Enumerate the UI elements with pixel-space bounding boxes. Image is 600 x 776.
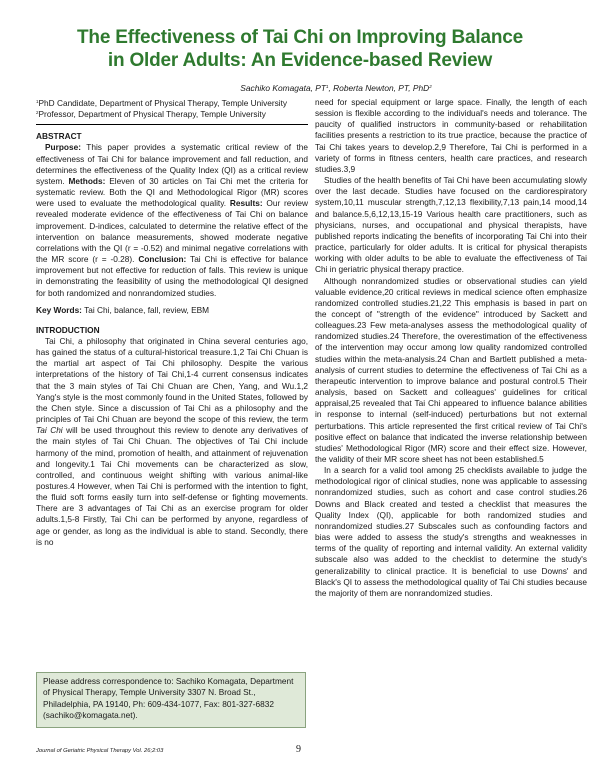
body-paragraph-2: Studies of the health benefits of Tai Chi have been accumulating slowly over the last decade. Studies have focused on the cardiorespiratory system,10,11 muscular strength,7,12,13 flexibility,7,13 pain,14 mood,14 and balance.5,6,12,13,15-19 Various health care practitioners, such as physicians, nurses, and occupational and physical therapists, have published reports indicating the benefits of incorporating Tai Chi into their practice, particularly for older adults. It is critical for physical therapists working with older adults to be able to evaluate the effectiveness of Tai Chi in geriatric physical therapy practice. bbox=[315, 175, 587, 275]
journal-citation: Journal of Geriatric Physical Therapy Vol. 26;2:03 bbox=[36, 748, 164, 754]
affiliation-divider bbox=[36, 124, 308, 125]
right-column bbox=[315, 97, 587, 599]
page-footer bbox=[36, 744, 564, 758]
page-number: 9 bbox=[296, 744, 301, 755]
author-line: Sachiko Komagata, $PT^1$, Roberta Newton, PT, PhD$^2$ bbox=[240, 83, 432, 93]
introduction-heading: INTRODUCTION bbox=[36, 324, 100, 335]
affiliation-2: $^2$Professor, Department of Physical Therapy, Temple University bbox=[36, 109, 266, 120]
author-1: Sachiko Komagata, PT bbox=[240, 83, 326, 93]
key-words: Key Words: Tai Chi, balance, fall, review, EBM bbox=[36, 304, 210, 315]
affiliation-1: $^1$PhD Candidate, Department of Physical Therapy, Temple University bbox=[36, 98, 288, 108]
body-paragraph-3: Although nonrandomized studies or observational studies can yield valuable evidence,20 critical reviews in medical science often emphasize randomized controlled studies.21,22 This emphasis is based in part on the concept of "strength of the evidence" introduced by Sackett and colleagues.23 Few meta-analyses assess the methodological quality of randomized studies.24 Therefore, the overestimation of the effectiveness of the intervention may occur among low quality randomized controlled studies within the meta-analysis.24 Chan and Bartlett published a meta-analysis of current studies to determine the effectiveness of Tai Chi as a therapeutic intervention to improve balance and postural control.5 Their analysis, based on Sackett and colleagues' guidelines for critical appraisal,25 revealed that Tai Chi appeared to influence balance abilities in response to internal (self-induced) perturbations but not external perturbations. This article represented the first critical review of Tai Chi's positive effect on balance that indicated the inverse relationship between studies' Methodological Rigor (MR) score and their effect size. However, the validity of their MR score sheet has not been established.5 bbox=[315, 275, 587, 464]
left-column bbox=[36, 98, 308, 548]
title-line-1: The Effectiveness of Tai Chi on Improving Balance bbox=[77, 27, 523, 48]
correspondence-box bbox=[36, 672, 306, 728]
affiliations bbox=[36, 98, 308, 120]
abstract-heading: ABSTRACT bbox=[36, 131, 82, 142]
correspondence-text: Please address correspondence to: Sachiko Komagata, Department of Physical Therapy, Temple University 3307 N. Broad St., Philadelphia, PA 19140, Ph: 609-434-1077, Fax: 801-327-6832 (sachiko@komagata.net). bbox=[43, 676, 294, 720]
body-paragraph-1: need for special equipment or large space. Finally, the length of each session is flexible according to the individual's needs and tolerance. The paucity of qualified instructors in community-based or rehabilitation facilities presents a restriction to its true practice, because the practice of Tai Chi takes years to develop.2,9 Therefore, Tai Chi is performed in a variety of forms in fitness centers, health care practices, and research studies.3,9 bbox=[315, 97, 587, 174]
title-line-2: in Older Adults: An Evidence-based Review bbox=[107, 50, 493, 71]
author-2: Roberta Newton, PT, PhD bbox=[333, 83, 430, 93]
abstract-body: Purpose: This paper provides a systematic critical review of the effectiveness of Tai Chi for balance improvement and fall reduction, and determines the effectiveness of the Quality Index (QI) as a critical review system. Methods: Eleven of 30 articles on Tai Chi met the criteria for systematic review. Both the QI and Methodological Rigor (MR) scores were used to evaluate the methodological quality. Results: Our review revealed moderate evidence of the effectiveness of Tai Chi on balance improvement. D-indices, calculated to determine the relative effect of the intervention on balance measurements, showed moderate negative correlations with the QI (r = -0.52) and minimal negative correlations with the MR score (r = -0.28). Conclusion: Tai Chi is effective for balance improvement but not effective for reduction of falls. This review is unique in demonstrating the feasibility of using the methodological QI designed for both randomized and nonrandomized studies. bbox=[36, 142, 308, 298]
article-title bbox=[40, 26, 560, 72]
body-paragraph-4: In a search for a valid tool among 25 checklists available to judge the methodological rigor of clinical studies, none was applicable to assessing nonrandomized studies, such as cohort and case control studies.26 Downs and Black created and tested a checklist that measures the Quality Index (QI), applicable for both randomized studies and nonrandomized studies.27 Subscales such as confounding factors and bias were added to assess the study's strengths and weaknesses in terms of the quality of reporting and internal validity. An external validity subscale also was added to the checklist to determine the study's generalizability to clinical practice. It is beneficial to use Downs' and Black's QI to assess the methodological quality of Tai Chi studies because the majority of them are nonrandomized studies. bbox=[315, 465, 587, 598]
introduction-paragraph: Tai Chi, a philosophy that originated in China several centuries ago, has gained the status of a cultural-historical treasure.1,2 Tai Chi Chuan is the martial art aspect of Tai Chi philosophy. Despite the various interpretations of the history of Tai Chi,1-4 current consensus indicates that the 3 main styles of Tai Chi Chuan are Chen, Yang, and Wu.1,2 Yang's style is the most commonly found in the United States, followed by the Chen style. Since a discussion of Tai Chi as a philosophy and the principles of Tai Chi Chuan are beyond the scope of this review, the term Tai Chi will be used throughout this review to denote any derivatives of the main styles of Tai Chi Chuan. The objectives of Tai Chi include harmony of the mind, promotion of health, and attainment of rejuvenation and longevity.1 Tai Chi movements can be characterized as slow, controlled, and continuous weight shifting with various animal-like postures.4 However, when Tai Chi is performed with the intention to fight, the fluid soft forms easily turn into self-defense or fighting movements. There are 3 advantages of Tai Chi as an exercise program for older adults.1,5-8 Firstly, Tai Chi can be performed by anyone, regardless of age or gender, as long as the individual is able to stand. Secondly, there is no bbox=[36, 335, 308, 547]
